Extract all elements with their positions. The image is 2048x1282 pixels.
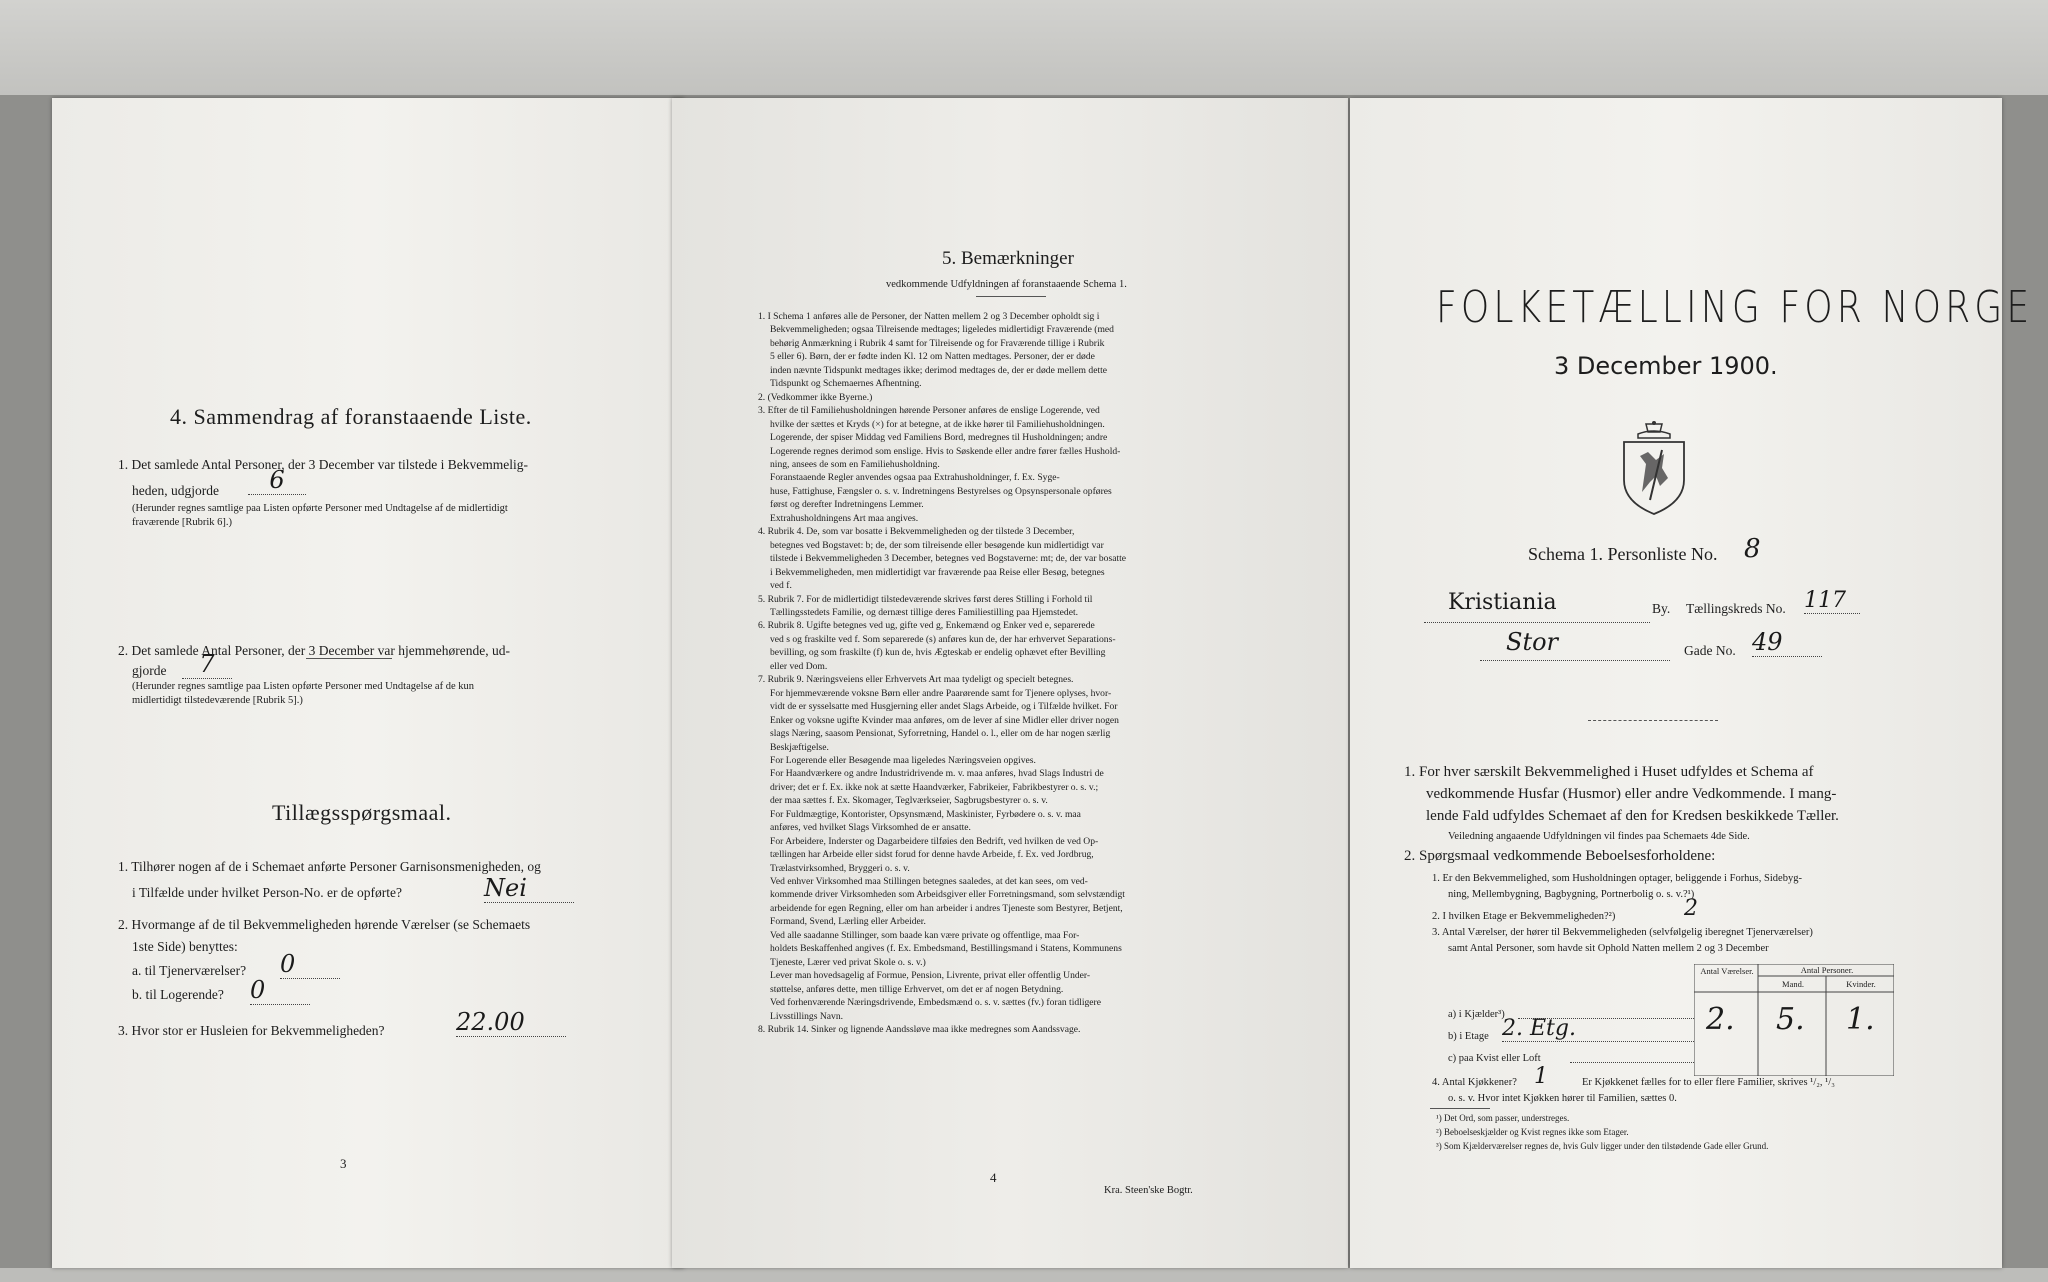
remark-line: 1. I Schema 1 anføres alle de Personer, der Natten mellem 2 og 3 December opholdt sig i <box>758 311 1100 322</box>
th-men: Mand. <box>1782 979 1804 989</box>
remark-line: Beskjæftigelse. <box>770 741 829 753</box>
summary-q1-note: (Herunder regnes samtlige paa Listen opførte Personer med Undtagelse af de midlertidigt <box>132 503 508 514</box>
remark-line: Enker og voksne ugifte Kvinder maa anføres, om de lever af sine Midler eller driver nogen <box>770 714 1119 726</box>
extra-q2: 2. Hvormange af de til Bekvemmeligheden hørende Værelser (se Schemaets <box>118 917 531 932</box>
remark-line: Foranstaaende Regler anvendes ogsaa paa Extrahusholdninger, f. Ex. Syge- <box>770 472 1060 484</box>
th-persons: Antal Personer. <box>1800 965 1854 975</box>
coat-of-arms-icon <box>1616 420 1692 516</box>
summary-q1-cont: heden, udgjorde <box>132 483 219 498</box>
summary-q2-value: 7 <box>182 650 232 679</box>
instr-2-1: 1. Er den Bekvemmelighed, som Husholdningen optager, beliggende i Forhus, Sidebyg- <box>1432 873 1802 884</box>
remark-line: 6. Rubrik 8. Ugifte betegnes ved ug, gifte ved g, Enkemænd og Enker ved e, separerede <box>758 620 1095 632</box>
remark-line: ved s og fraskilte ved f. Som separerede (s) anføres kun de, der har erhvervet Separations- <box>770 633 1116 645</box>
remark-line: Formand, Svend, Lærling eller Arbeider. <box>770 916 926 928</box>
remark-line: Logerende, der spiser Middag ved Familiens Bord, medregnes til Husholdningen; andre <box>770 432 1108 444</box>
printer-imprint: Kra. Steen'ske Bogtr. <box>1104 1185 1193 1196</box>
remarks-list <box>758 310 1298 1036</box>
row-b-value: 2. Etg. <box>1502 1016 1694 1042</box>
summary-q2-cont: gjorde <box>132 663 167 678</box>
instr-2-4: 4. Antal Kjøkkener? <box>1432 1077 1517 1088</box>
extra-q3: 3. Hvor stor er Husleien for Bekvemmeligheden? <box>118 1023 385 1038</box>
extra-q2a-value: 0 <box>280 950 340 979</box>
remark-line: Trælastvirksomhed, Bryggeri o. s. v. <box>770 862 910 874</box>
kitchen-value: 1 <box>1534 1064 1548 1089</box>
remark-line: vidt de er sysselsatte med Husgjerning eller andet Slags Arbeide, og i Tilfælde hvilket. For <box>770 701 1118 713</box>
row-b-label: b) i Etage <box>1448 1031 1489 1042</box>
footnote-3: ³) Som Kjælderværelser regnes de, hvis Gulv ligger under den tilstødende Gade eller Grund. <box>1436 1141 1769 1151</box>
instr-2-2: 2. I hvilken Etage er Bekvemmeligheden?²) <box>1432 911 1616 922</box>
summary-q1-note-2: fraværende [Rubrik 6].) <box>132 517 233 528</box>
instr-1-note: Veiledning angaaende Udfyldningen vil findes paa Schemaets 4de Side. <box>1448 831 1750 842</box>
remark-line: 4. Rubrik 4. De, som var bosatte i Bekvemmeligheden og der tilstede 3 December, <box>758 526 1075 538</box>
remark-line: Ved alle saadanne Stillinger, som baade kan være private og offentlige, maa For- <box>770 929 1080 941</box>
page-number-middle: 4 <box>990 1170 997 1185</box>
extra-q1-value: Nei <box>484 874 574 903</box>
instr-1: 1. For hver særskilt Bekvemmelighed i Huset udfyldes et Schema af <box>1404 764 1814 780</box>
gade-value: 49 <box>1752 628 1822 657</box>
remark-line: Tjeneste, Lærer ved privat Skole o. s. v.) <box>770 956 926 968</box>
remark-line: For Haandværkere og andre Industridrivende m. v. maa anføres, hvad Slags Industri de <box>770 768 1104 780</box>
schema-label: Schema 1. Personliste No. <box>1528 544 1718 564</box>
rooms-value: 2. <box>1706 1002 1735 1037</box>
remark-line: først og derefter Indretningens Lemmer. <box>770 499 924 511</box>
extra-q2b-value: 0 <box>250 976 310 1005</box>
kreds-label: Tællingskreds No. <box>1686 601 1786 616</box>
summary-q1-value: 6 <box>248 466 306 495</box>
remark-line: For Fuldmægtige, Kontorister, Opsynsmænd, Maskinister, Fyrbødere o. s. v. maa <box>770 808 1081 820</box>
remark-line: kommende driver Virksomheden som Arbeidsgiver eller Forretningsmand, som selvstændigt <box>770 889 1125 901</box>
instr-2-3b: samt Antal Personer, som havde sit Ophold Natten mellem 2 og 3 December <box>1448 943 1769 954</box>
footnote-rule <box>1430 1108 1490 1109</box>
remark-line: Logerende regnes derimod som enslige. Hvis to Søskende eller andre fører fælles Hushold- <box>770 445 1121 457</box>
summary-heading: 4. Sammendrag af foranstaaende Liste. <box>170 404 532 429</box>
extra-q1: 1. Tilhører nogen af de i Schemaet anførte Personer Garnisonsmenigheden, og <box>118 859 541 874</box>
extra-q2a-label: a. til Tjenerværelser? <box>132 963 247 978</box>
remark-line: Lever man hovedsagelig af Formue, Pension, Livrente, privat eller offentlig Under- <box>770 970 1091 982</box>
remark-line: 3. Efter de til Familiehusholdningen hørende Personer anføres de enslige Logerende, ved <box>758 405 1100 417</box>
summary-q2-note: (Herunder regnes samtlige paa Listen opførte Personer med Undtagelse af de kun <box>132 681 475 692</box>
remark-line: bevilling, og som fraskilte (f) kun de, hvis Ægteskab er endelig ophævet efter Bevilling <box>770 647 1106 659</box>
remarks-divider <box>976 296 1046 297</box>
remark-line: Livsstillings Navn. <box>770 1010 844 1022</box>
remark-line: i Bekvemmeligheden, men midlertidigt var fraværende paa Reise eller Besøg, betegnes <box>770 566 1105 578</box>
rooms-table <box>1694 964 1894 1076</box>
extra-q2b-label: b. til Logerende? <box>132 987 224 1002</box>
remark-line: Extrahusholdningens Art maa angives. <box>770 512 919 524</box>
summary-q2: 2. Det samlede Antal Personer, der 3 December var hjemmehørende, ud- <box>118 643 510 658</box>
instr-1-line3: lende Fald udfyldes Schemaet af den for Kredsen beskikkede Tæller. <box>1426 808 1839 824</box>
remark-line: 5 eller 6). Børn, der er fødte inden Kl. 12 om Natten medtages. Personer, der er døde <box>770 351 1095 363</box>
remark-line: 5. Rubrik 7. For de midlertidigt tilstedeværende skrives først deres Stilling i Forhold til <box>758 593 1093 605</box>
middle-page <box>672 98 1348 1268</box>
extra-questions-heading: Tillægsspørgsmaal. <box>272 800 452 825</box>
right-divider <box>1588 720 1718 721</box>
remark-line: eller ved Dom. <box>770 660 828 672</box>
row-c-line <box>1570 1062 1694 1063</box>
remark-line: Bekvemmeligheden; ogsaa Tilreisende medtages; ligeledes midlertidigt Fraværende (med <box>770 324 1114 336</box>
remark-line: arbeidende for egen Regning, eller om han arbeider i andres Tjeneste som Bestyrer, Betjent, <box>770 902 1123 914</box>
scanner-edge <box>0 1268 2048 1282</box>
remark-line: Tidspunkt og Schemaernes Afhentning. <box>770 378 922 390</box>
instr-2: 2. Spørgsmaal vedkommende Beboelsesforholdene: <box>1404 848 1716 864</box>
remark-line: hvilke der sættes et Kryds (×) for at betegne, at de ikke hører til Familiehusholdningen. <box>770 418 1105 430</box>
remark-line: Ved enhver Virksomhed maa Stillingen betegnes saaledes, at det kan sees, om ved- <box>770 876 1088 888</box>
women-value: 1. <box>1846 1002 1875 1037</box>
kreds-value: 117 <box>1804 588 1860 614</box>
gade-label: Gade No. <box>1684 643 1736 658</box>
remark-line: anføres, ved hvilket Slags Virksomhed de er ansatte. <box>770 822 971 834</box>
right-page <box>1350 98 2034 1268</box>
remark-line: Tællingsstedets Familie, og dernæst tillige deres Familiestilling paa Hjemstedet. <box>770 606 1079 618</box>
remark-line: Ved forhenværende Næringsdrivende, Embedsmænd o. s. v. sættes (fv.) foran tidligere <box>770 997 1102 1009</box>
men-value: 5. <box>1776 1002 1805 1037</box>
remark-line: For Logerende eller Besøgende maa ligeledes Næringsveien opgives. <box>770 754 1036 766</box>
remark-line: 2. (Vedkommer ikke Byerne.) <box>758 391 873 403</box>
remark-line: ved f. <box>770 580 792 592</box>
remark-line: 8. Rubrik 14. Sinker og lignende Aandssløve maa ikke medregnes som Aandssvage. <box>758 1024 1081 1036</box>
by-label: By. <box>1652 601 1671 616</box>
row-a-label: a) i Kjælder³) <box>1448 1009 1505 1020</box>
th-women: Kvinder. <box>1846 979 1876 989</box>
instr-1-line2: vedkommende Husfar (Husmor) eller andre Vedkommende. I mang- <box>1426 786 1837 802</box>
left-page <box>52 98 684 1268</box>
schema-number: 8 <box>1744 534 1761 564</box>
footnote-1: ¹) Det Ord, som passer, understreges. <box>1436 1113 1570 1123</box>
th-rooms: Antal Værelser. <box>1700 966 1754 976</box>
floor-value: 2 <box>1684 896 1698 921</box>
summary-q2-note-2: midlertidigt tilstedeværende [Rubrik 5].) <box>132 695 303 706</box>
section-divider <box>306 658 392 659</box>
census-title: FOLKETÆLLING FOR NORGE <box>1436 282 2034 333</box>
instr-2-1b: ning, Mellembygning, Bagbygning, Portnerbolig o. s. v.?¹) <box>1448 889 1695 900</box>
remark-line: behørig Anmærkning i Rubrik 4 samt for Tilreisende og for Fraværende tillige i Rubrik <box>770 337 1105 349</box>
remark-line: For hjemmeværende voksne Børn eller andre Paarørende samt for Tjenere oplyses, hvor- <box>770 687 1112 699</box>
remarks-subtitle: vedkommende Udfyldningen af foranstaaende Schema 1. <box>886 279 1127 290</box>
street-value: Stor <box>1506 628 1559 656</box>
extra-q3-value: 22.00 <box>456 1008 566 1037</box>
instr-2-4b: Er Kjøkkenet fælles for to eller flere Familier, skrives ¹/₂, ¹/₃ <box>1582 1077 1835 1088</box>
footnote-2: ²) Beboelseskjælder og Kvist regnes ikke som Etager. <box>1436 1127 1629 1137</box>
remark-line: støttelse, anføres dette, men tillige Erhvervet, om det er af nogen Betydning. <box>770 983 1064 995</box>
remark-line: tilstede i Bekvemmeligheden 3 December, betegnes ved Bogstaverne: mt; de, der var bosatte <box>770 553 1127 565</box>
remark-line: slags Næring, saasom Pensionat, Syforretning, Handel o. l., eller om de har nogen særlig <box>770 728 1111 740</box>
remark-line: driver; det er f. Ex. ikke nok at sætte Haandværker, Fabrikeier, Fabrikbestyrer o. s. v.; <box>770 781 1099 793</box>
remark-line: huse, Fattighuse, Fængsler o. s. v. Indretningens Bestyrelses og Opsynspersonale opføres <box>770 485 1112 497</box>
remark-line: 7. Rubrik 9. Næringsveiens eller Erhvervets Art maa tydeligt og specielt betegnes. <box>758 674 1074 686</box>
page-number-left: 3 <box>340 1156 347 1171</box>
remark-line: der maa sættes f. Ex. Skomager, Teglværkseier, Sagbrugsbestyrer o. s. v. <box>770 795 1048 807</box>
summary-q1: 1. Det samlede Antal Personer, der 3 December var tilstede i Bekvemmelig- <box>118 457 528 472</box>
remarks-heading: 5. Bemærkninger <box>942 248 1074 269</box>
remark-line: ning, ansees de som en Familiehusholdning. <box>770 458 940 470</box>
extra-q2-cont: 1ste Side) benyttes: <box>132 939 238 954</box>
remark-line: inden nævnte Tidspunkt medtages ikke; derimod medtages de, der er døde mellem dette <box>770 364 1108 376</box>
remark-line: betegnes ved Bogstavet: b; de, der som tilreisende eller besøgende kun midlertidigt var <box>770 539 1104 551</box>
instr-2-3: 3. Antal Værelser, der hører til Bekvemmeligheden (selvfølgelig iberegnet Tjenerværelser) <box>1432 927 1813 938</box>
extra-q1-cont: i Tilfælde under hvilket Person-No. er de opførte? <box>132 885 402 900</box>
scanner-background <box>0 0 2048 95</box>
remark-line: tællingen har Arbeide eller sidst forud for denne havde Arbeide, f. Ex. ved Jordbrug, <box>770 849 1094 861</box>
census-date: 3 December 1900. <box>1554 352 1778 380</box>
row-c-label: c) paa Kvist eller Loft <box>1448 1053 1541 1064</box>
remark-line: holdets Beskaffenhed angives (f. Ex. Embedsmand, Bestillingsmand i Statens, Kommunens <box>770 943 1122 955</box>
instr-2-4c: o. s. v. Hvor intet Kjøkken hører til Familien, sættes 0. <box>1448 1093 1677 1104</box>
city-value: Kristiania <box>1448 590 1557 615</box>
remark-line: For Arbeidere, Inderster og Dagarbeidere tilføies den Bedrift, ved hvilken de ved Op- <box>770 835 1099 847</box>
